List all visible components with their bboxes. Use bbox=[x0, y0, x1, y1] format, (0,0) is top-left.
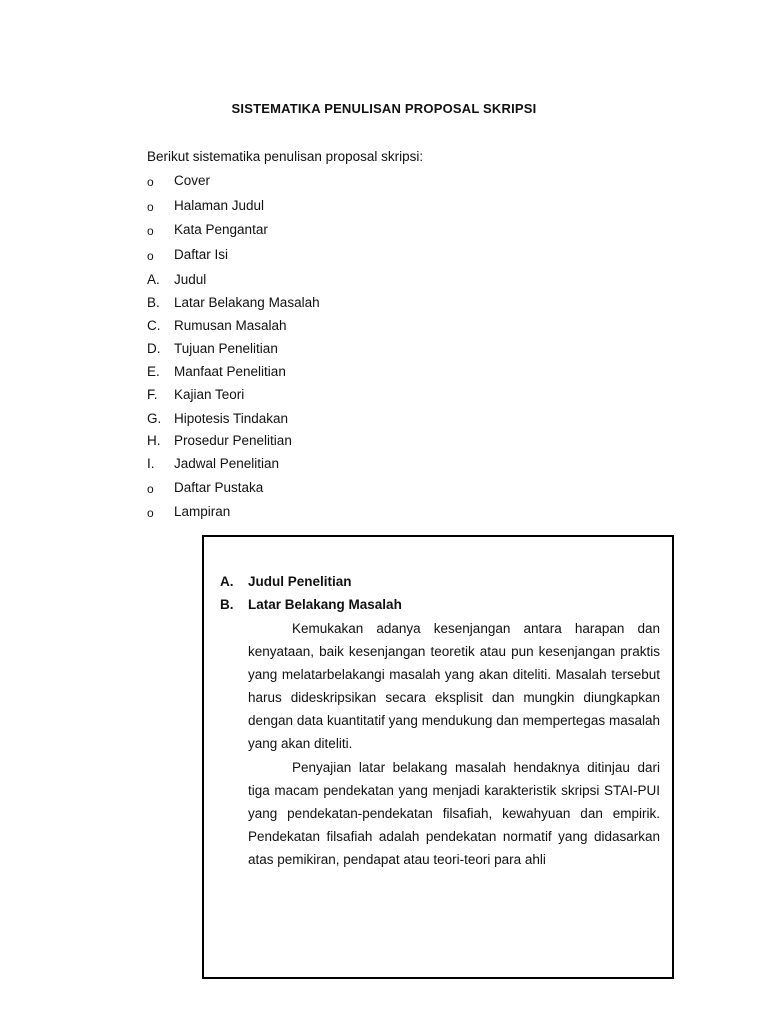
page-title: SISTEMATIKA PENULISAN PROPOSAL SKRIPSI bbox=[231, 101, 537, 116]
bullet-circle-icon: o bbox=[147, 224, 154, 238]
outline-letter-marker: B. bbox=[147, 295, 160, 310]
box-paragraph-1: Kemukakan adanya kesenjangan antara harapan dan kenyataan, baik kesenjangan teoretik atau pun kesenjangan praktis yang melatarbelakangi masalah yang akan diteliti. Masalah tersebut harus dideskripsikan secara eksplisit dan mungkin diungkapkan dengan data kuantitatif yang mendukung dan mempertegas masalah yang akan diteliti. bbox=[248, 621, 660, 751]
box-heading-marker: A. bbox=[220, 574, 234, 589]
outline-letter-marker: G. bbox=[147, 411, 162, 426]
outline-item-label: Daftar Isi bbox=[174, 247, 229, 262]
outline-item-label: Kajian Teori bbox=[174, 387, 245, 402]
outline-letter-marker: F. bbox=[147, 387, 158, 402]
outline-item-label: Jadwal Penelitian bbox=[174, 456, 280, 471]
outline-letter-marker: A. bbox=[147, 272, 160, 287]
box-paragraph-2: Penyajian latar belakang masalah hendaknya ditinjau dari tiga macam pendekatan yang menjadi karakteristik skripsi STAI-PUI yang pendekatan-pendekatan filsafiah, kewahyuan dan empirik. Pendekatan filsafiah adalah pendekatan normatif yang didasarkan atas pemikiran, pendapat atau teori-teori para ahli bbox=[248, 760, 660, 867]
bullet-circle-icon: o bbox=[147, 249, 154, 263]
outline-letter-marker: I. bbox=[147, 456, 155, 471]
outline-item-label: Daftar Pustaka bbox=[174, 480, 264, 495]
outline-item-label: Cover bbox=[174, 173, 211, 188]
bullet-circle-icon: o bbox=[147, 200, 154, 214]
outline-item-label: Manfaat Penelitian bbox=[174, 364, 286, 379]
outline-letter-marker: H. bbox=[147, 433, 161, 448]
intro-text: Berikut sistematika penulisan proposal skripsi: bbox=[147, 149, 424, 164]
outline-item-label: Prosedur Penelitian bbox=[174, 433, 292, 448]
box-heading-marker: B. bbox=[220, 597, 234, 612]
outline-item-label: Judul bbox=[174, 272, 207, 287]
outline-item-label: Lampiran bbox=[174, 504, 231, 519]
outline-item-label: Latar Belakang Masalah bbox=[174, 295, 320, 310]
box-heading-label: Latar Belakang Masalah bbox=[248, 597, 402, 612]
outline-item-label: Rumusan Masalah bbox=[174, 318, 287, 333]
content-box bbox=[202, 535, 674, 979]
outline-letter-marker: C. bbox=[147, 318, 161, 333]
bullet-circle-icon: o bbox=[147, 506, 154, 520]
outline-item-label: Tujuan Penelitian bbox=[174, 341, 278, 356]
box-heading-label: Judul Penelitian bbox=[248, 574, 352, 589]
outline-item-label: Kata Pengantar bbox=[174, 222, 268, 237]
bullet-circle-icon: o bbox=[147, 175, 154, 189]
bullet-circle-icon: o bbox=[147, 482, 154, 496]
outline-item-label: Hipotesis Tindakan bbox=[174, 411, 289, 426]
outline-letter-marker: E. bbox=[147, 364, 160, 379]
outline-item-label: Halaman Judul bbox=[174, 198, 265, 213]
outline-letter-marker: D. bbox=[147, 341, 161, 356]
